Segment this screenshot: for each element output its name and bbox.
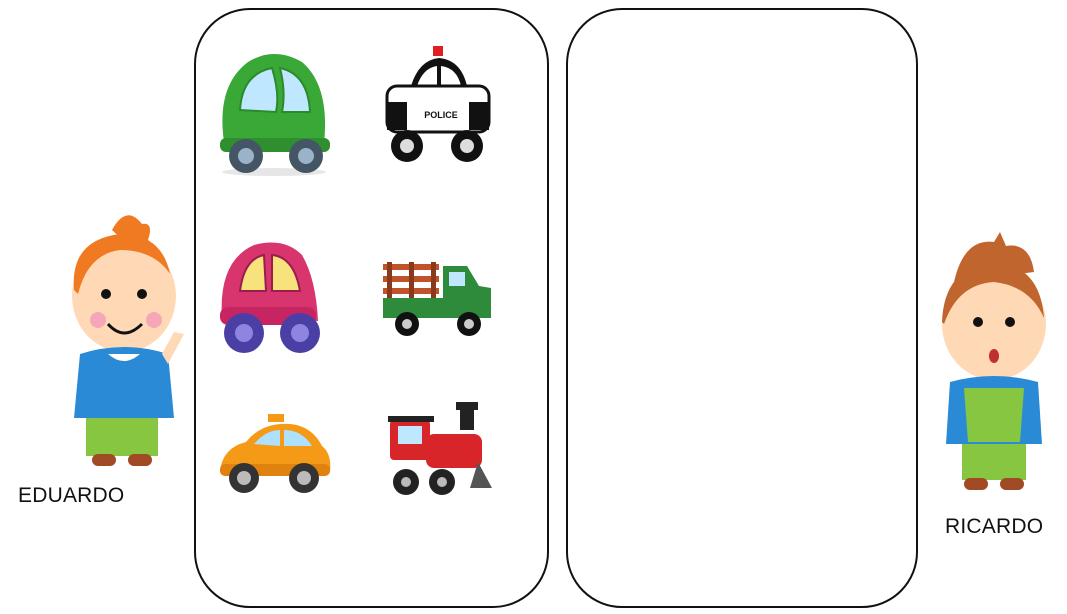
green-car-icon[interactable] (210, 46, 338, 178)
ricardo-character (934, 232, 1054, 500)
ricardo-name-label: RICARDO (945, 515, 1044, 538)
orange-taxi-icon[interactable] (216, 414, 334, 498)
police-label: POLICE (424, 110, 458, 120)
pink-car-icon[interactable] (214, 235, 326, 359)
eduardo-character (58, 204, 188, 474)
eduardo-name-label: EDUARDO (18, 484, 125, 507)
green-truck-icon[interactable] (381, 258, 495, 340)
police-car-icon[interactable] (383, 46, 493, 170)
red-train-icon[interactable] (386, 402, 496, 500)
right-toy-box[interactable] (566, 8, 918, 608)
